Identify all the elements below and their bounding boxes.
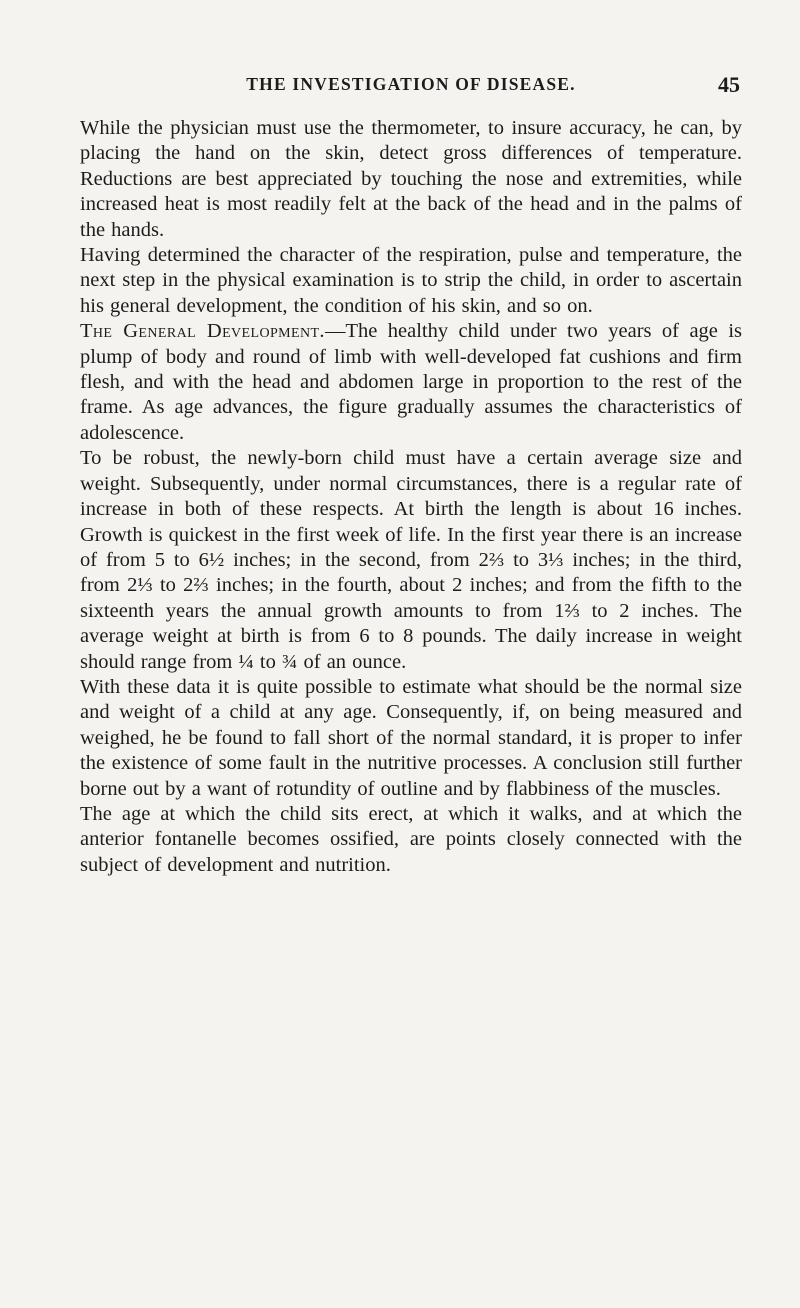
paragraph-general-development-text: —The healthy child under two years of age is plump of body and round of limb with well-developed fat cushions and firm flesh, and with the head and abdomen large in proportion to the rest of the frame. As age advances, the figure gradually assumes the characteristics of adolescence. [80, 320, 743, 444]
running-head-title: THE INVESTIGATION OF DISEASE. [246, 74, 576, 94]
paragraph-general-development [80, 319, 742, 446]
section-heading-general-development: The General Development. [80, 320, 325, 343]
body-text [80, 116, 742, 878]
paragraph-normal-standard: With these data it is quite possible to estimate what should be the normal size and weight of a child at any age. Consequently, if, on being measured and weighed, he be found to fall short of the normal standard, it is proper to infer the existence of some fault in the nutritive processes. A conclusion still further borne out by a want of rotundity of outline and by flabbiness of the muscles. [80, 675, 742, 800]
paragraph-fontanelle: The age at which the child sits erect, at which it walks, and at which the anterior fontanelle becomes ossified, are points closely connected with the subject of development and nutrition. [80, 802, 742, 876]
paragraph-size-weight: To be robust, the newly-born child must have a certain average size and weight. Subsequently, under normal circumstances, there is a regular rate of increase in both of these respects. At birth the length is about 16 inches. Growth is quickest in the first week of life. In the first year there is an increase of from 5 to 6½ inches; in the second, from 2⅔ to 3⅓ inches; in the third, from 2⅓ to 2⅔ inches; in the fourth, about 2 inches; and from the fifth to the sixteenth years the annual growth amounts to from 1⅔ to 2 inches. The average weight at birth is from 6 to 8 pounds. The daily increase in weight should range from ¼ to ¾ of an ounce. [80, 447, 742, 673]
paragraph-thermometer: While the physician must use the thermometer, to insure accuracy, he can, by placing the hand on the skin, detect gross differences of temperature. Reductions are best appreciated by touching the nose and extremities, while increased heat is most readily felt at the back of the head and in the palms of the hands. [80, 117, 742, 241]
book-page [80, 66, 742, 878]
paragraph-physical-examination: Having determined the character of the respiration, pulse and temperature, the next step in the physical examination is to strip the child, in order to ascertain his general development, the condition of his skin, and so on. [80, 244, 742, 317]
running-head [80, 66, 742, 96]
page-number: 45 [718, 72, 740, 97]
